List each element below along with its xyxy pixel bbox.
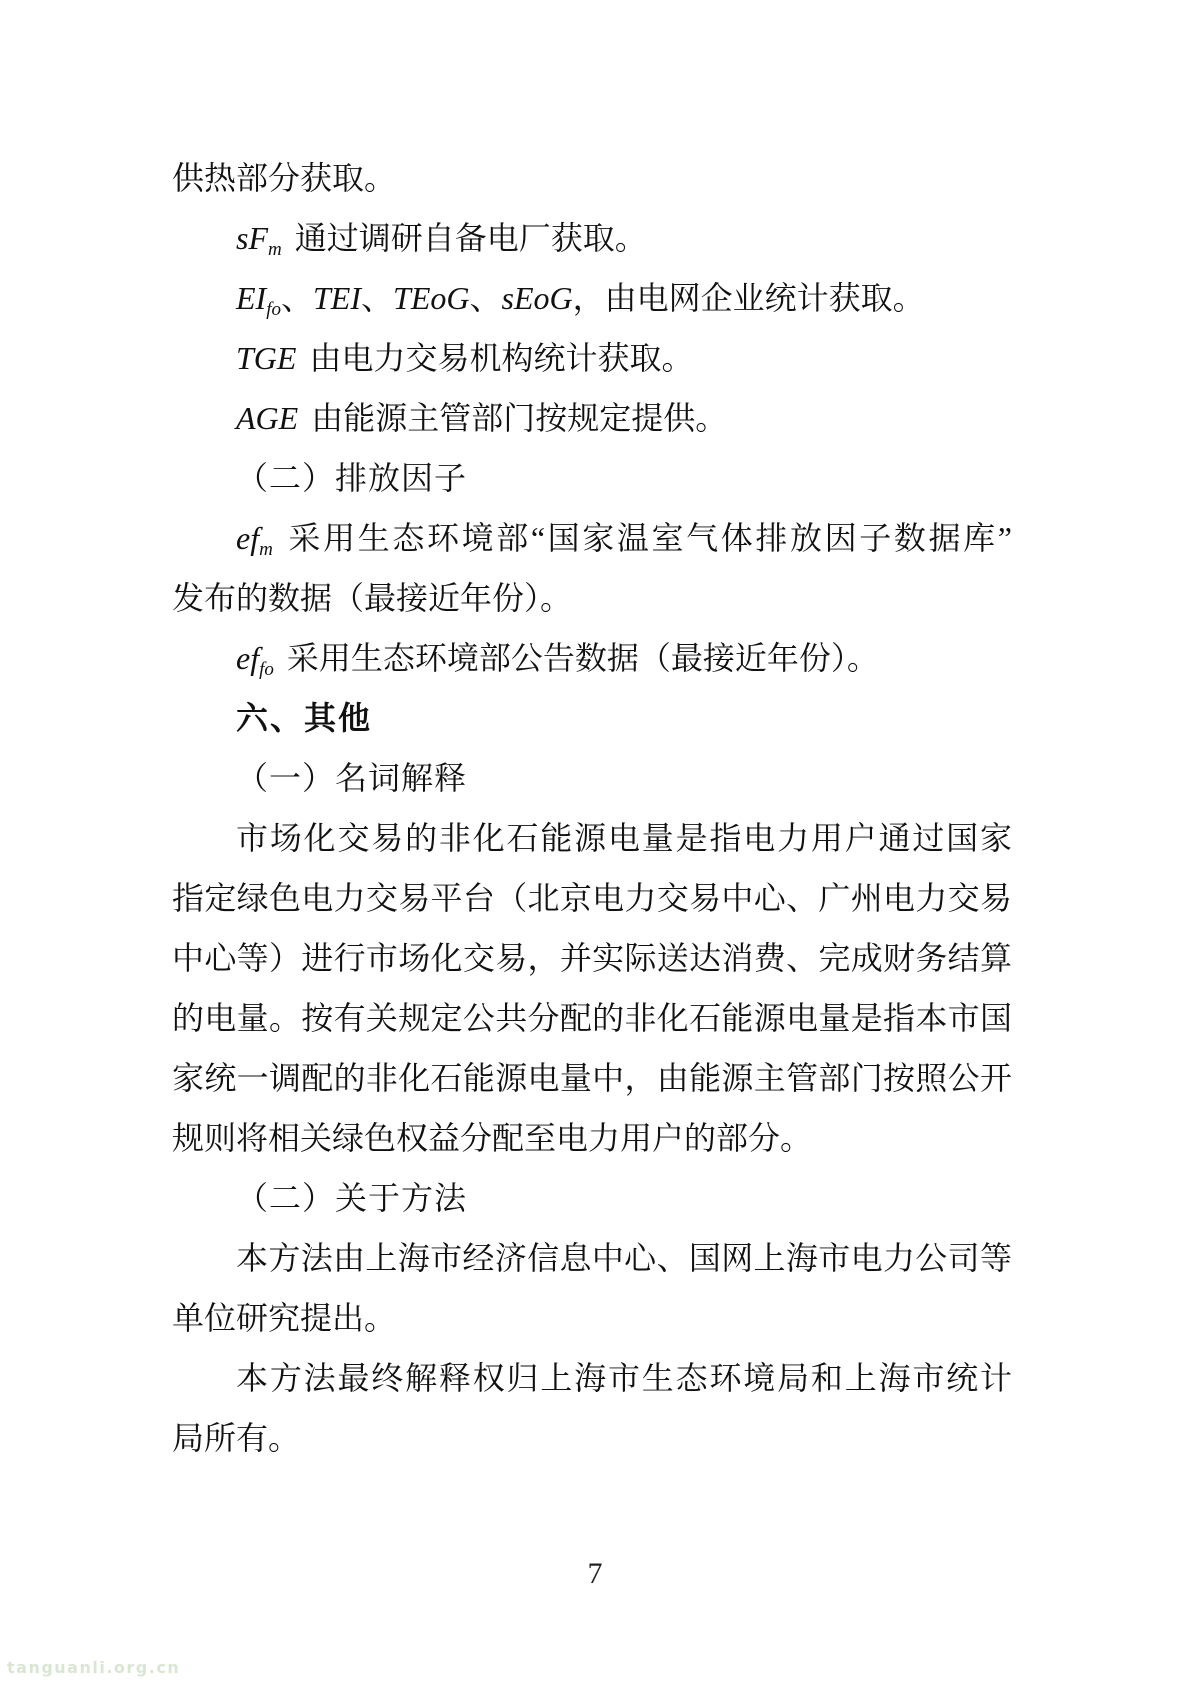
line-text: 由能源主管部门按规定提供。 — [311, 400, 728, 436]
separator: 、 — [469, 280, 502, 316]
sub-heading-glossary: （一）名词解释 — [236, 760, 468, 796]
body-line: 规则将相关绿色权益分配至电力用户的部分。 — [172, 1120, 813, 1156]
line-text: 通过调研自备电厂获取。 — [294, 220, 647, 256]
formula-line-effo — [172, 628, 1012, 688]
variable-TEoG: TEoG — [393, 280, 470, 316]
formula-line-tge — [172, 328, 1012, 388]
sub-heading-emission-factor: （二）排放因子 — [236, 460, 468, 496]
variable-AGE: AGE — [236, 400, 299, 436]
page-number: 7 — [587, 1557, 603, 1590]
body-line: 本方法由上海市经济信息中心、国网上海市电力公司等 — [236, 1240, 1012, 1276]
variable-ef: ef — [236, 640, 260, 676]
body-line: 市场化交易的非化石能源电量是指电力用户通过国家 — [236, 820, 1012, 856]
formula-line-ei — [172, 268, 1012, 328]
line-text: 由电力交易机构统计获取。 — [309, 340, 694, 376]
body-line: 发布的数据（最接近年份）。 — [172, 580, 573, 616]
watermark: tanguanli.org.cn — [7, 1658, 181, 1677]
sub-heading-about-method: （二）关于方法 — [236, 1180, 468, 1216]
line-text: 采用生态环境部“国家温室气体排放因子数据库” — [285, 520, 1012, 556]
body-line: 家统一调配的非化石能源电量中，由能源主管部门按照公开 — [172, 1060, 1012, 1096]
variable-sF: sF — [236, 220, 268, 256]
variable-TEI: TEI — [313, 280, 361, 316]
body-line: 指定绿色电力交易平台（北京电力交易中心、广州电力交易 — [172, 880, 1012, 916]
subscript-m: m — [268, 239, 282, 260]
section-heading-other: 六、其他 — [236, 700, 373, 736]
variable-TGE: TGE — [236, 340, 297, 376]
subscript-fo: fo — [266, 299, 281, 320]
body-line: 的电量。按有关规定公共分配的非化石能源电量是指本市国 — [172, 1000, 1012, 1036]
subscript-fo: fo — [259, 659, 274, 680]
body-line: 本方法最终解释权归上海市生态环境局和上海市统计 — [236, 1360, 1012, 1396]
text-block — [172, 148, 1012, 1468]
formula-line-age — [172, 388, 1012, 448]
body-line: 单位研究提出。 — [172, 1300, 397, 1336]
body-line: 供热部分获取。 — [172, 160, 397, 196]
subscript-m: m — [259, 539, 273, 560]
separator: 、 — [280, 280, 313, 316]
body-line: 中心等）进行市场化交易，并实际送达消费、完成财务结算 — [172, 940, 1012, 976]
variable-EI: EI — [236, 280, 267, 316]
variable-ef: ef — [236, 520, 260, 556]
separator: 、 — [361, 280, 394, 316]
line-text: 采用生态环境部公告数据（最接近年份）。 — [286, 640, 879, 676]
line-text: ，由电网企业统计获取。 — [572, 280, 925, 316]
formula-line-sfm — [172, 208, 1012, 268]
formula-line-efm — [172, 508, 1012, 568]
body-line: 局所有。 — [172, 1420, 301, 1456]
variable-sEoG: sEoG — [501, 280, 573, 316]
